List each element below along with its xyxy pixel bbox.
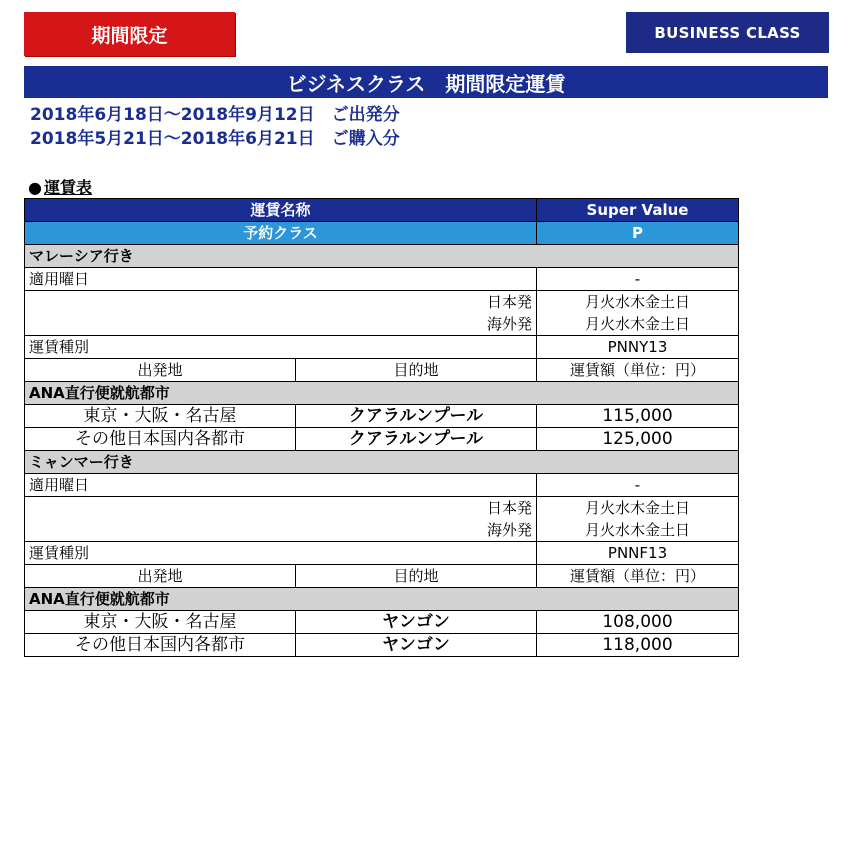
from-overseas-days: 月火水木金土日: [537, 519, 739, 542]
destination-row: [25, 451, 739, 474]
destination-header: 目的地: [296, 565, 537, 588]
destination-title: マレーシア行き: [25, 245, 739, 268]
booking-class-value: P: [537, 222, 739, 245]
fare-name-label: 運賃名称: [25, 199, 537, 222]
fare-amount: 118,000: [537, 634, 739, 657]
fare-origin: その他日本国内各都市: [25, 634, 296, 657]
column-header-row: [25, 359, 739, 382]
fare-type-label: 運賃種別: [25, 336, 537, 359]
origin-header: 出発地: [25, 359, 296, 382]
direct-cities-label: ANA直行便就航都市: [25, 588, 739, 611]
days-label: 適用曜日: [25, 474, 537, 497]
days-row: [25, 474, 739, 497]
fare-row: [25, 634, 739, 657]
fare-table-title-text: 運賃表: [43, 178, 92, 197]
fare-row: [25, 428, 739, 451]
fare-type-label: 運賃種別: [25, 542, 537, 565]
fare-table-title: [28, 175, 92, 198]
from-japan-label: 日本発: [25, 497, 537, 520]
from-japan-days: 月火水木金土日: [537, 291, 739, 314]
fare-row: [25, 405, 739, 428]
days-value: -: [537, 268, 739, 291]
from-overseas-label: 海外発: [25, 519, 537, 542]
direct-cities-row: [25, 382, 739, 405]
fare-type-row: [25, 542, 739, 565]
booking-class-row: [25, 222, 739, 245]
from-overseas-row: [25, 519, 739, 542]
fare-row: [25, 611, 739, 634]
fare-destination: クアラルンプール: [296, 428, 537, 451]
from-japan-days: 月火水木金土日: [537, 497, 739, 520]
fare-origin: 東京・大阪・名古屋: [25, 405, 296, 428]
origin-header: 出発地: [25, 565, 296, 588]
fare-origin: その他日本国内各都市: [25, 428, 296, 451]
purchase-period: 2018年5月21日～2018年6月21日 ご購入分: [30, 129, 400, 149]
fare-header: 運賃額（単位：円）: [537, 359, 739, 382]
column-header-row: [25, 565, 739, 588]
page-title-banner: ビジネスクラス 期間限定運賃: [24, 66, 828, 98]
from-japan-row: [25, 497, 739, 520]
days-label: 適用曜日: [25, 268, 537, 291]
fare-destination: ヤンゴン: [296, 611, 537, 634]
fare-origin: 東京・大阪・名古屋: [25, 611, 296, 634]
fare-amount: 108,000: [537, 611, 739, 634]
booking-class-label: 予約クラス: [25, 222, 537, 245]
business-class-badge: BUSINESS CLASS: [626, 12, 829, 53]
fare-table: [24, 198, 739, 657]
fare-type-row: [25, 336, 739, 359]
fare-type-value: PNNY13: [537, 336, 739, 359]
from-overseas-row: [25, 313, 739, 336]
departure-period: 2018年6月18日～2018年9月12日 ご出発分: [30, 105, 400, 125]
fare-header: 運賃額（単位：円）: [537, 565, 739, 588]
days-value: -: [537, 474, 739, 497]
direct-cities-row: [25, 588, 739, 611]
fare-destination: ヤンゴン: [296, 634, 537, 657]
fare-destination: クアラルンプール: [296, 405, 537, 428]
direct-cities-label: ANA直行便就航都市: [25, 382, 739, 405]
fare-amount: 125,000: [537, 428, 739, 451]
from-japan-row: [25, 291, 739, 314]
days-row: [25, 268, 739, 291]
fare-type-value: PNNF13: [537, 542, 739, 565]
destination-row: [25, 245, 739, 268]
fare-name-value: Super Value: [537, 199, 739, 222]
fare-amount: 115,000: [537, 405, 739, 428]
from-overseas-label: 海外発: [25, 313, 537, 336]
destination-header: 目的地: [296, 359, 537, 382]
destination-title: ミャンマー行き: [25, 451, 739, 474]
from-japan-label: 日本発: [25, 291, 537, 314]
fare-name-header-row: [25, 199, 739, 222]
from-overseas-days: 月火水木金土日: [537, 313, 739, 336]
limited-time-badge: 期間限定: [24, 12, 235, 56]
bullet-icon: ●: [28, 178, 42, 197]
